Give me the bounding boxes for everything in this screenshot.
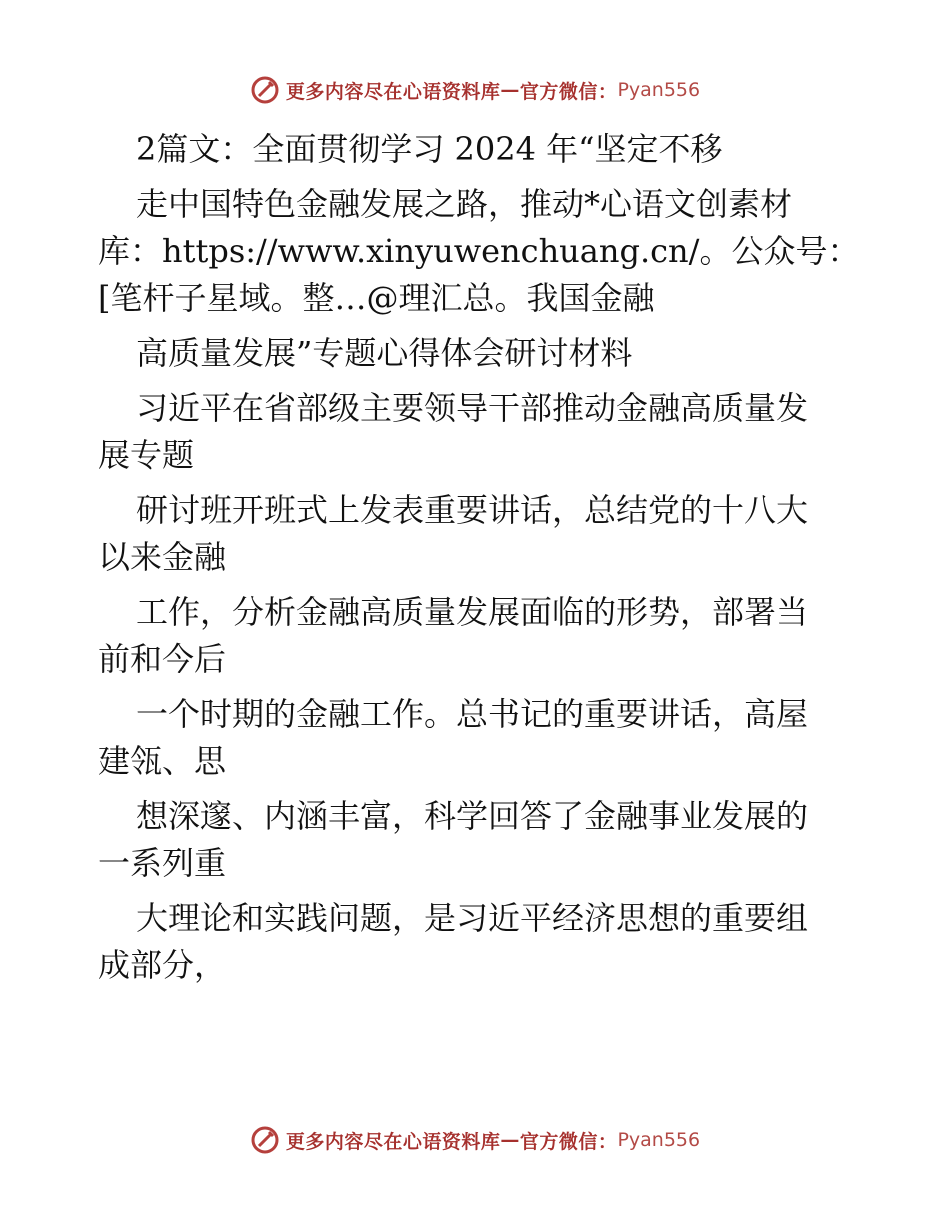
paragraph [98,589,868,683]
text-line: 前和今后 [98,640,227,678]
paragraph [98,691,868,785]
brand-logo-icon [250,1125,280,1155]
banner-wechat-label: 官方微信： [519,1130,618,1153]
text-line: 习近平在省部级主要领导干部推动金融高质量发 [136,389,809,427]
header-watermark-banner [0,70,950,110]
text-line: 成部分， [98,946,227,984]
text-line: [笔杆子星域。整…@理汇总。我国金融 [98,279,655,317]
text-line: 建瓴、思 [98,742,227,780]
paragraph [98,385,868,479]
text-line: 想深邃、内涵丰富，科学回答了金融事业发展的 [136,797,809,835]
text-line: 以来金融 [98,538,227,576]
paragraph [98,126,868,173]
text-line: 2篇文：全面贯彻学习 2024 年“坚定不移 [136,130,723,168]
banner-wechat-label: 官方微信： [519,80,618,103]
paragraph [98,793,868,887]
text-line: 高质量发展”专题心得体会研讨材料 [136,334,633,372]
paragraph [98,487,868,581]
text-line: 一个时期的金融工作。总书记的重要讲话，高屋 [136,695,809,733]
banner-dash: — [500,79,520,101]
text-line: 大理论和实践问题，是习近平经济思想的重要组 [136,899,809,937]
text-line: 工作，分析金融高质量发展面临的形势，部署当 [136,593,809,631]
paragraph [98,895,868,989]
banner-slogan: 更多内容尽在心语资料库 [285,80,501,103]
paragraph [98,181,868,322]
banner-wechat-id: Pyan556 [617,1129,701,1151]
footer-watermark-banner [0,1120,950,1160]
text-line: 库：https://www.xinyuwenchuang.cn/。公众号： [98,232,860,270]
banner-wechat-id: Pyan556 [617,79,701,101]
text-line: 展专题 [98,436,195,474]
document-body [98,126,868,989]
text-line: 走中国特色金融发展之路，推动*心语文创素材 [136,185,793,223]
banner-slogan: 更多内容尽在心语资料库 [285,1130,501,1153]
text-line: 一系列重 [98,844,227,882]
text-line: 研讨班开班式上发表重要讲话，总结党的十八大 [136,491,809,529]
banner-dash: — [500,1129,520,1151]
brand-logo-icon [250,75,280,105]
paragraph [98,330,868,377]
